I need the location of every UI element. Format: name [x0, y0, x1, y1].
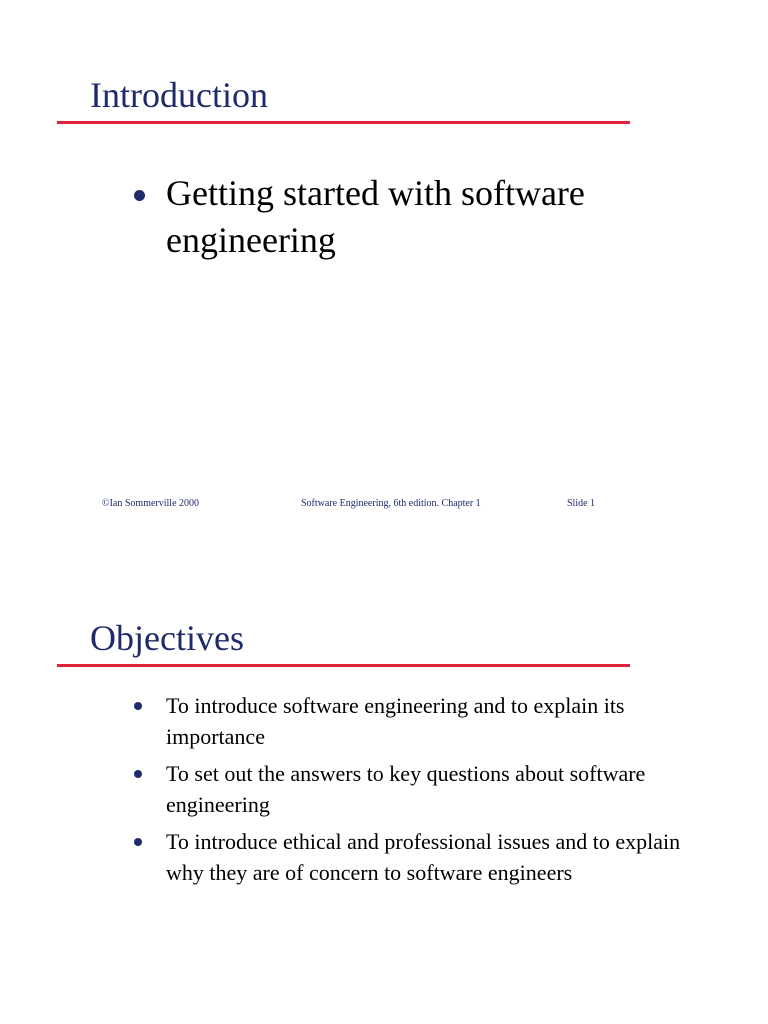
bullet-text: Getting started with software engineering: [166, 173, 585, 260]
footer-slide-number: Slide 1: [567, 498, 596, 509]
footer-copyright: ©Ian Sommerville 2000: [102, 498, 200, 509]
bullet-text: To set out the answers to key questions about software engineering: [166, 761, 646, 817]
title-underline-rule: [57, 664, 630, 667]
bullet-icon: [134, 190, 145, 201]
bullet-list: [166, 690, 686, 894]
bullet-text: To introduce ethical and professional issues and to explain why they are of concern to software engineers: [166, 829, 681, 885]
bullet-item: [166, 826, 686, 888]
bullet-icon: [134, 770, 142, 778]
bullet-list: [166, 170, 646, 264]
title-underline-rule: [57, 121, 630, 124]
footer-book-title: Software Engineering, 6th edition. Chapter 1: [301, 498, 481, 509]
bullet-text: To introduce software engineering and to explain its importance: [166, 693, 625, 749]
bullet-item: [166, 170, 646, 264]
bullet-item: [166, 758, 686, 820]
bullet-icon: [134, 838, 142, 846]
bullet-item: [166, 690, 686, 752]
slide-title: Objectives: [90, 618, 244, 658]
slide-title: Introduction: [90, 75, 268, 115]
bullet-icon: [134, 702, 142, 710]
slide-objectives: [0, 540, 768, 1024]
